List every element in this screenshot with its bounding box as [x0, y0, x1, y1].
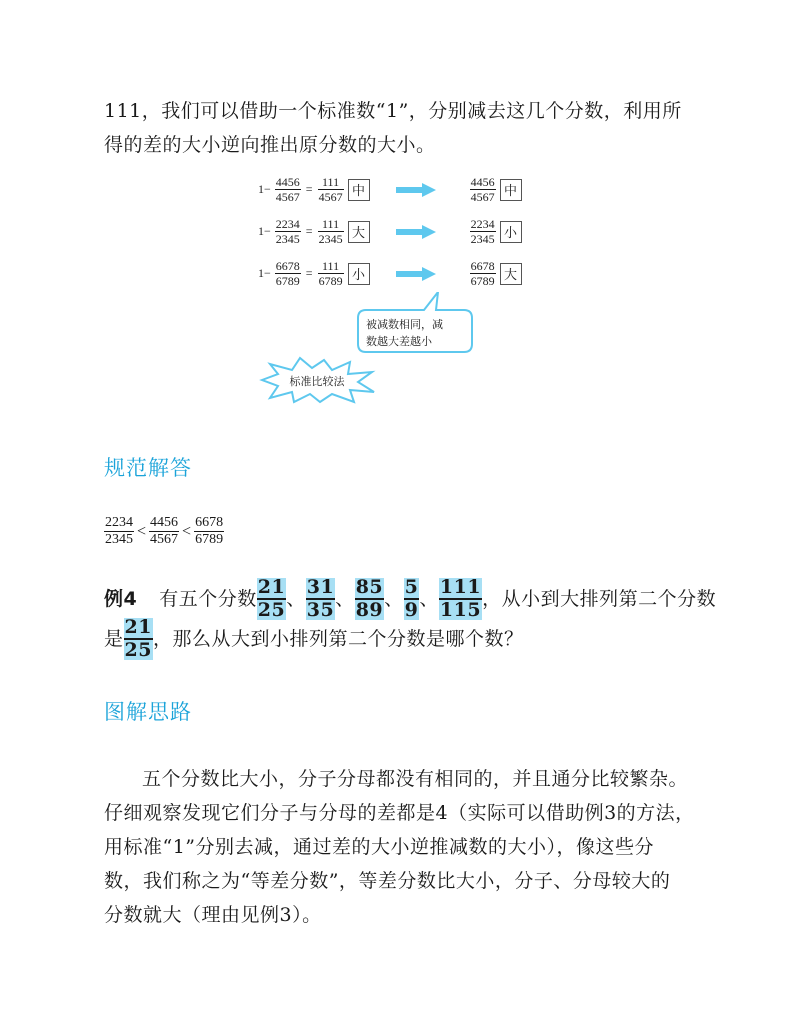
fraction: [275, 218, 301, 245]
denominator: 6789: [318, 274, 343, 288]
example-4-line-1: [104, 578, 716, 620]
highlighted-fraction: [306, 578, 335, 620]
denominator: 89: [355, 599, 384, 621]
example-text: 有五个分数: [159, 588, 257, 610]
numerator: 21: [257, 576, 286, 598]
denominator: 6789: [470, 274, 495, 288]
denominator: 2345: [275, 232, 300, 246]
example-label: 例4: [104, 588, 138, 610]
less-than-sign: <: [137, 522, 147, 540]
denominator: 35: [306, 599, 335, 621]
intro-line-1: 111，我们可以借助一个标准数“1”，分别减去这几个分数，利用所: [104, 100, 682, 122]
fraction: [275, 260, 301, 287]
numerator: 2234: [470, 217, 495, 231]
starburst-label: [258, 356, 376, 404]
highlighted-fraction: [404, 578, 420, 620]
body-line-1: 五个分数比大小，分子分母都没有相同的，并且通分比较繁杂。: [142, 768, 689, 790]
diagram-row: [258, 260, 522, 287]
difference-fraction: [318, 218, 344, 245]
numerator: 2234: [275, 217, 300, 231]
numerator: 4456: [150, 515, 179, 530]
equals-sign: =: [305, 224, 313, 238]
numerator: 31: [306, 576, 335, 598]
answer-inequality: [104, 516, 224, 547]
section-title-solution: 规范解答: [104, 456, 192, 480]
numerator: 6678: [470, 259, 495, 273]
numerator: 6678: [195, 515, 224, 530]
highlighted-fraction: [355, 578, 384, 620]
example-text: 是: [104, 628, 124, 650]
denominator: 9: [404, 599, 419, 621]
difference-fraction: [318, 176, 344, 203]
right-arrow-icon: [396, 183, 436, 197]
separator: 、: [384, 588, 404, 610]
intro-line-2: 得的差的大小逆向推出原分数的大小。: [104, 134, 436, 156]
body-line-2: 仔细观察发现它们分子与分母的差都是4（实际可以借助例3的方法，: [104, 802, 695, 824]
size-box: 中: [348, 179, 370, 201]
highlighted-fraction: [257, 578, 286, 620]
denominator: 6789: [275, 274, 300, 288]
denominator: 4567: [318, 190, 343, 204]
denominator: 2345: [105, 532, 133, 547]
standard-comparison-diagram: [258, 172, 558, 412]
highlighted-fraction: [439, 578, 482, 620]
body-line-4: 数，我们称之为“等差分数”，等差分数比大小，分子、分母较大的: [104, 870, 671, 892]
numerator: 111: [322, 175, 340, 189]
denominator: 25: [257, 599, 286, 621]
equals-sign: =: [305, 182, 313, 196]
size-box: 大: [348, 221, 370, 243]
one-minus: 1−: [258, 182, 271, 196]
numerator: 5: [404, 576, 419, 598]
separator: 、: [419, 588, 439, 610]
numerator: 111: [322, 259, 340, 273]
starburst-text: 标准比较法: [289, 375, 345, 388]
highlighted-fraction: [124, 618, 153, 660]
fraction: [104, 516, 134, 547]
numerator: 4456: [470, 175, 495, 189]
difference-fraction: [318, 260, 344, 287]
denominator: 115: [439, 599, 482, 621]
fraction: [470, 176, 496, 203]
separator: 、: [286, 588, 306, 610]
right-arrow-icon: [396, 267, 436, 281]
example-text: ，从小到大排列第二个分数: [482, 588, 717, 610]
equals-sign: =: [305, 266, 313, 280]
example-4-line-2: [104, 618, 523, 660]
numerator: 21: [124, 616, 152, 638]
bubble-line-2: 数越大差越小: [366, 335, 432, 348]
example-text: ，那么从大到小排列第二个分数是哪个数？: [152, 628, 524, 650]
one-minus: 1−: [258, 224, 271, 238]
right-arrow-icon: [396, 225, 436, 239]
numerator: 111: [322, 217, 340, 231]
body-line-5: 分数就大（理由见例3）。: [104, 904, 322, 926]
denominator: 4567: [150, 532, 179, 547]
fraction: [470, 260, 496, 287]
body-line-3: 用标准“1”分别去减，通过差的大小逆推减数的大小），像这些分: [104, 836, 655, 858]
speech-bubble: [356, 292, 474, 354]
denominator: 4567: [275, 190, 300, 204]
denominator: 2345: [470, 232, 495, 246]
diagram-row: [258, 218, 522, 245]
fraction: [194, 516, 224, 547]
bubble-line-1: 被减数相同，减: [366, 318, 443, 331]
size-box: 小: [348, 263, 370, 285]
one-minus: 1−: [258, 266, 271, 280]
denominator: 25: [124, 639, 152, 661]
size-box: 中: [500, 179, 522, 201]
denominator: 4567: [470, 190, 495, 204]
diagram-row: [258, 176, 522, 203]
size-box: 小: [500, 221, 522, 243]
fraction: [470, 218, 496, 245]
section-title-approach: 图解思路: [104, 700, 192, 724]
fraction: [149, 516, 179, 547]
numerator: 4456: [275, 175, 300, 189]
less-than-sign: <: [182, 522, 192, 540]
numerator: 6678: [275, 259, 300, 273]
numerator: 85: [355, 576, 384, 598]
denominator: 2345: [318, 232, 343, 246]
numerator: 2234: [105, 515, 133, 530]
numerator: 111: [439, 576, 482, 598]
size-box: 大: [500, 263, 522, 285]
separator: 、: [335, 588, 355, 610]
denominator: 6789: [195, 532, 224, 547]
fraction: [275, 176, 301, 203]
